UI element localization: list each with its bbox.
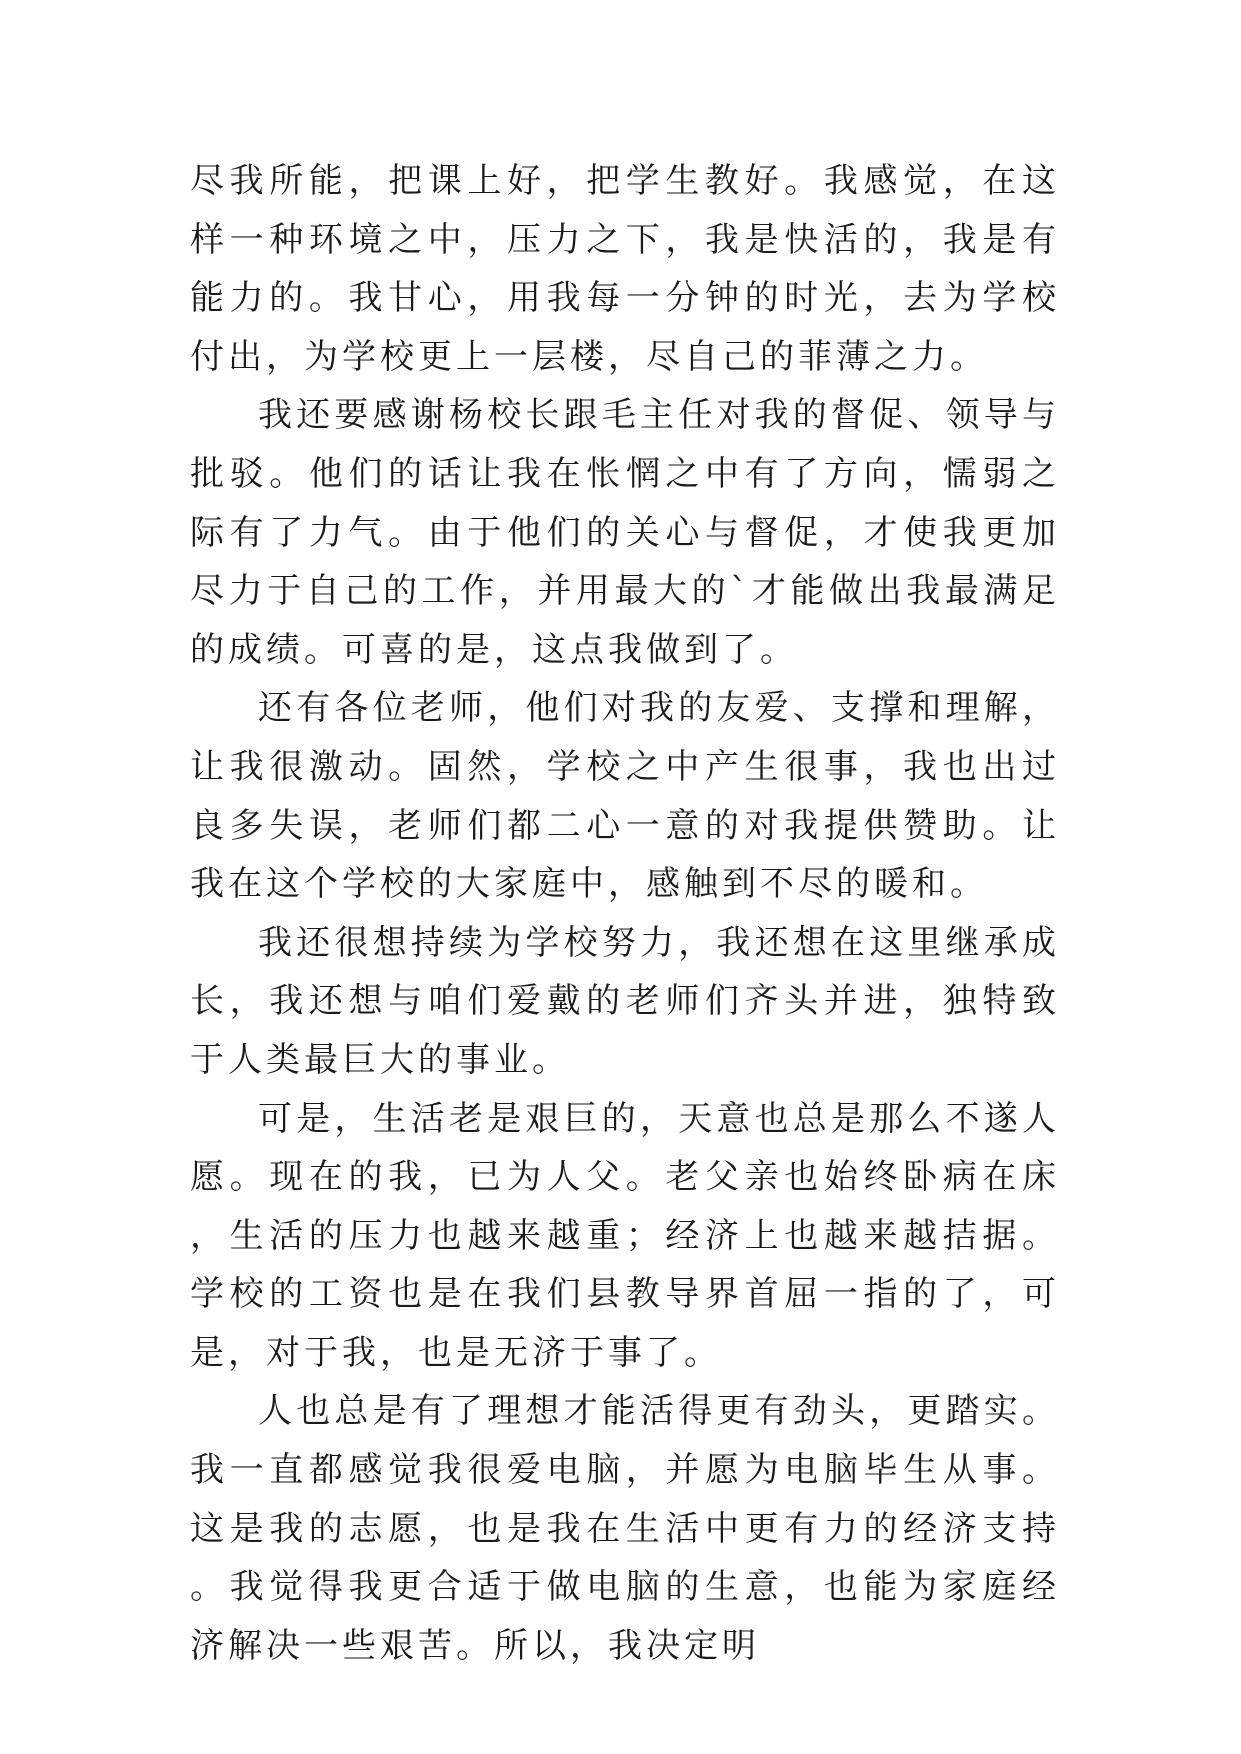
paragraph-5: 可是，生活老是艰巨的，天意也总是那么不遂人愿。现在的我，已为人父。老父亲也始终卧病在床，生活的压力也越来越重；经济上也越来越拮据。学校的工资也是在我们县教导界首屈一指的了，可是，对于我，也是无济于事了。: [190, 1098, 1060, 1373]
paragraph-2: 我还要感谢杨校长跟毛主任对我的督促、领导与批驳。他们的话让我在怅惘之中有了方向，懦弱之际有了力气。由于他们的关心与督促，才使我更加尽力于自己的工作，并用最大的`才能做出我最满足的成绩。可喜的是，这点我做到了。: [190, 395, 1060, 670]
paragraph-1: 尽我所能，把课上好，把学生教好。我感觉，在这样一种环境之中，压力之下，我是快活的，我是有能力的。我甘心，用我每一分钟的时光，去为学校付出，为学校更上一层楼，尽自己的菲薄之力。: [190, 161, 1060, 377]
paragraph-3: 还有各位老师，他们对我的友爱、支撑和理解，让我很激动。固然，学校之中产生很事，我也出过良多失误，老师们都二心一意的对我提供赞助。让我在这个学校的大家庭中，感触到不尽的暖和。: [190, 688, 1060, 905]
document-body: [190, 152, 1060, 1675]
paragraph-4: 我还很想持续为学校努力，我还想在这里继承成长，我还想与咱们爱戴的老师们齐头并进，独特致于人类最巨大的事业。: [190, 922, 1060, 1080]
paragraph-6: 人也总是有了理想才能活得更有劲头，更踏实。我一直都感觉我很爱电脑，并愿为电脑毕生从事。这是我的志愿，也是我在生活中更有力的经济支持。我觉得我更合适于做电脑的生意，也能为家庭经济解决一些艰苦。所以，我决定明: [190, 1391, 1060, 1666]
